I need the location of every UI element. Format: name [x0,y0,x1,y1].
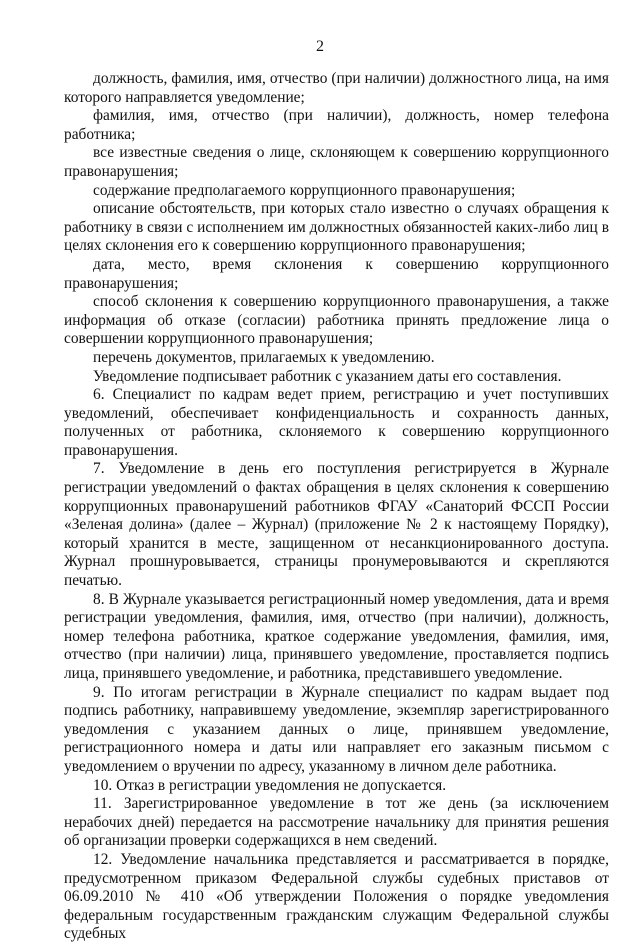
paragraph-documents-list: перечень документов, прилагаемых к уведомлению. [93,348,435,366]
paragraph-item-6: 6. Специалист по кадрам ведет прием, регистрацию и учет поступивших уведомлений, обеспечивает конфиденциальность и сохранность данных, полученных от работника, склоняемого к совершению коррупционного правонарушения. [64,386,609,459]
paragraph-date-place-time: дата, место, время склонения к совершению коррупционного правонарушения; [64,255,609,292]
paragraph-item-8: 8. В Журнале указывается регистрационный номер уведомления, дата и время регистрации уведомления, фамилия, имя, отчество (при наличии), должность, номер телефона работника, краткое содержание уведомления, фамилия, имя, отчество (при наличии) лица, принявшего уведомление, проставляется подпись лица, принявшего уведомление, и работника, представившего уведомление. [64,590,609,682]
page-number: 2 [316,38,324,55]
document-body [64,70,609,944]
paragraph-inducer-info: все известные сведения о лице, склоняющем к совершению коррупционного правонарушения; [64,144,609,180]
paragraph-official-name: должность, фамилия, имя, отчество (при наличии) должностного лица, на имя которого направляется уведомление; [64,70,609,106]
paragraph-signature: Уведомление подписывает работник с указанием даты его составления. [93,367,562,385]
paragraph-circumstances: описание обстоятельств, при которых стало известно о случаях обращения к работнику в связи с исполнением им должностных обязанностей каких-либо лиц в целях склонения его к совершению коррупционного правонарушения; [64,200,609,255]
paragraph-item-9: 9. По итогам регистрации в Журнале специалист по кадрам выдает под подпись работнику, направившему уведомление, экземпляр зарегистрированного уведомления с указанием данных о лице, принявшем уведомление, регистрационного номера и даты или направляет его заказным письмом с уведомлением о вручении по адресу, указанному в личном деле работника. [64,683,609,775]
paragraph-employee-name: фамилия, имя, отчество (при наличии), должность, номер телефона работника; [64,107,609,143]
paragraph-method: способ склонения к совершению коррупционного правонарушения, а также информация об отказе (согласии) работника принять предложение лица о совершении коррупционного правонарушения; [64,293,609,348]
paragraph-item-7: 7. Уведомление в день его поступления регистрируется в Журнале регистрации уведомлений о фактах обращения в целях склонения к совершению коррупционных правонарушений работников ФГАУ «Санаторий ФССП России «Зеленая долина» (далее – Журнал) (приложение № 2 к настоящему Порядку), который хранится в месте, защищенном от несанкционированного доступа. Журнал прошнуровывается, страницы пронумеровываются и скрепляются печатью. [64,460,609,590]
paragraph-item-10: 10. Отказ в регистрации уведомления не допускается. [93,776,447,794]
paragraph-offense-content: содержание предполагаемого коррупционного правонарушения; [93,181,516,199]
paragraph-item-11: 11. Зарегистрированное уведомление в тот же день (за исключением нерабочих дней) передается на рассмотрение начальнику для принятия решения об организации проверки содержащихся в нем сведений. [64,795,609,850]
paragraph-item-12: 12. Уведомление начальника представляется и рассматривается в порядке, предусмотренном приказом Федеральной службы судебных приставов от 06.09.2010 № 410 «Об утверждении Положения о порядке уведомления федеральным государственным гражданским служащим Федеральной службы судебных [64,850,609,943]
